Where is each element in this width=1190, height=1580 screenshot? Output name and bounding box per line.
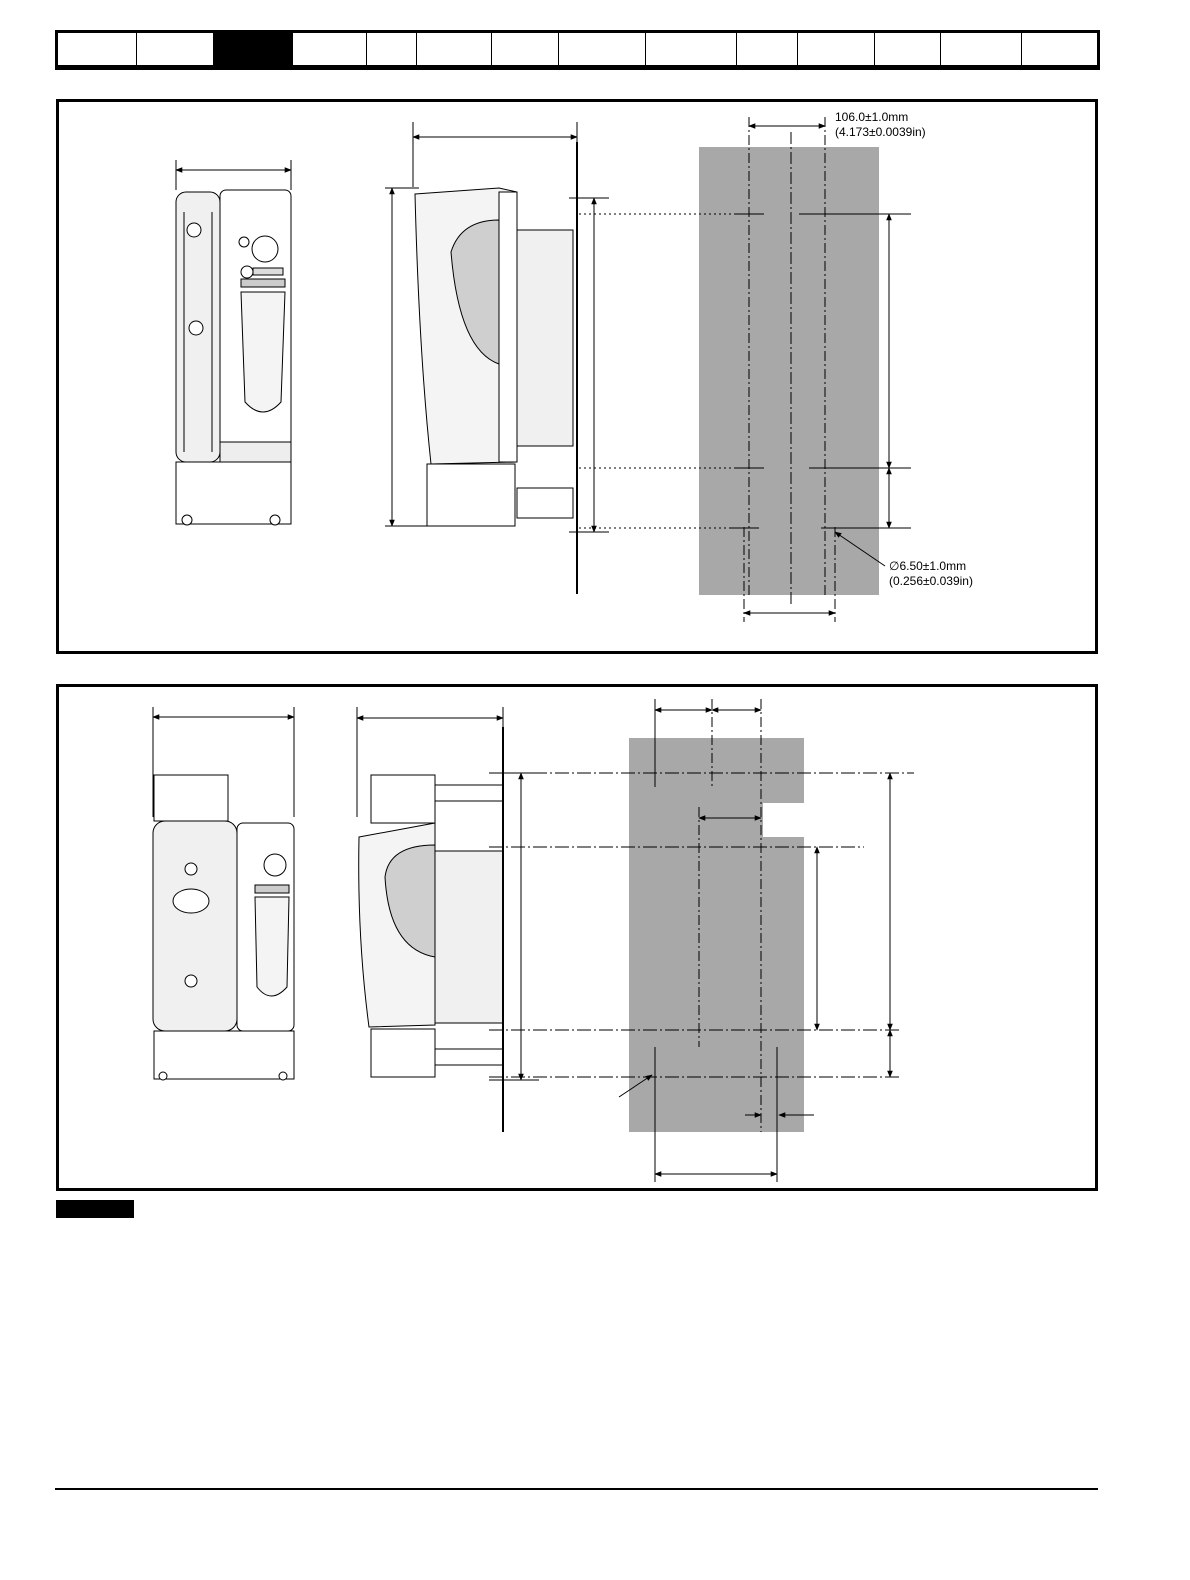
mounting-bracket xyxy=(154,1031,294,1079)
mounting-plate xyxy=(579,110,973,622)
nav-cell[interactable] xyxy=(137,33,214,65)
top-side-bracket xyxy=(371,775,435,823)
screw-icon xyxy=(159,1072,167,1080)
nav-underline xyxy=(55,68,1100,70)
nav-cell[interactable] xyxy=(492,33,559,65)
button-icon xyxy=(241,266,253,278)
terminal-strip xyxy=(220,442,291,462)
screw-icon xyxy=(182,515,192,525)
top-bracket-arm xyxy=(435,785,503,801)
screw-icon xyxy=(279,1072,287,1080)
access-hole-icon xyxy=(189,321,203,335)
nav-cell[interactable] xyxy=(559,33,646,65)
figure-2-svg xyxy=(59,687,1101,1194)
terminal-block xyxy=(241,279,285,287)
figure-2-dimension-drawing xyxy=(56,684,1098,1191)
hole-spacing-label-in: (4.173±0.0039in) xyxy=(835,125,926,139)
nav-cell-active[interactable] xyxy=(214,33,293,65)
nav-cell[interactable] xyxy=(58,33,137,65)
figure-1-dimension-drawing xyxy=(56,99,1098,654)
nav-cell[interactable] xyxy=(293,33,367,65)
nav-cell[interactable] xyxy=(417,33,492,65)
nav-cell[interactable] xyxy=(875,33,941,65)
heatsink-body xyxy=(435,851,503,1023)
front-view-drive xyxy=(153,707,294,1080)
side-module xyxy=(153,821,237,1031)
nav-cell[interactable] xyxy=(646,33,737,65)
display-icon xyxy=(253,268,283,275)
screw-icon xyxy=(185,975,197,987)
nav-cell[interactable] xyxy=(737,33,798,65)
front-cover xyxy=(255,897,289,996)
screw-icon xyxy=(187,223,201,237)
figure-1-svg xyxy=(59,102,1101,657)
front-view-drive xyxy=(176,160,291,525)
mounting-plate xyxy=(489,699,914,1182)
keypad-icon xyxy=(252,236,278,262)
nav-cell[interactable] xyxy=(798,33,875,65)
nav-cell[interactable] xyxy=(367,33,417,65)
side-view-drive xyxy=(385,122,609,594)
heatsink-body xyxy=(517,230,573,446)
bracket-arm xyxy=(435,1049,503,1065)
side-bracket xyxy=(427,464,515,526)
access-hole-icon xyxy=(173,889,209,913)
top-bracket xyxy=(154,775,228,821)
side-view-drive xyxy=(357,707,539,1132)
screw-icon xyxy=(185,863,197,875)
chapter-nav-bar xyxy=(55,30,1100,68)
heatsink-back xyxy=(499,192,517,462)
hole-diameter-label-mm: ∅6.50±1.0mm xyxy=(889,559,967,573)
front-cover xyxy=(241,292,285,412)
nav-cell[interactable] xyxy=(941,33,1022,65)
led-icon xyxy=(239,237,249,247)
keypad-icon xyxy=(264,854,286,876)
terminal-block xyxy=(255,885,289,893)
footer-rule xyxy=(55,1488,1098,1490)
side-bracket xyxy=(371,1029,435,1077)
screw-icon xyxy=(270,515,280,525)
bracket-arm xyxy=(517,488,573,518)
note-tab xyxy=(56,1200,134,1218)
nav-cell[interactable] xyxy=(1022,33,1097,65)
hole-spacing-label-mm: 106.0±1.0mm xyxy=(835,110,909,124)
hole-diameter-label-in: (0.256±0.039in) xyxy=(889,574,973,588)
